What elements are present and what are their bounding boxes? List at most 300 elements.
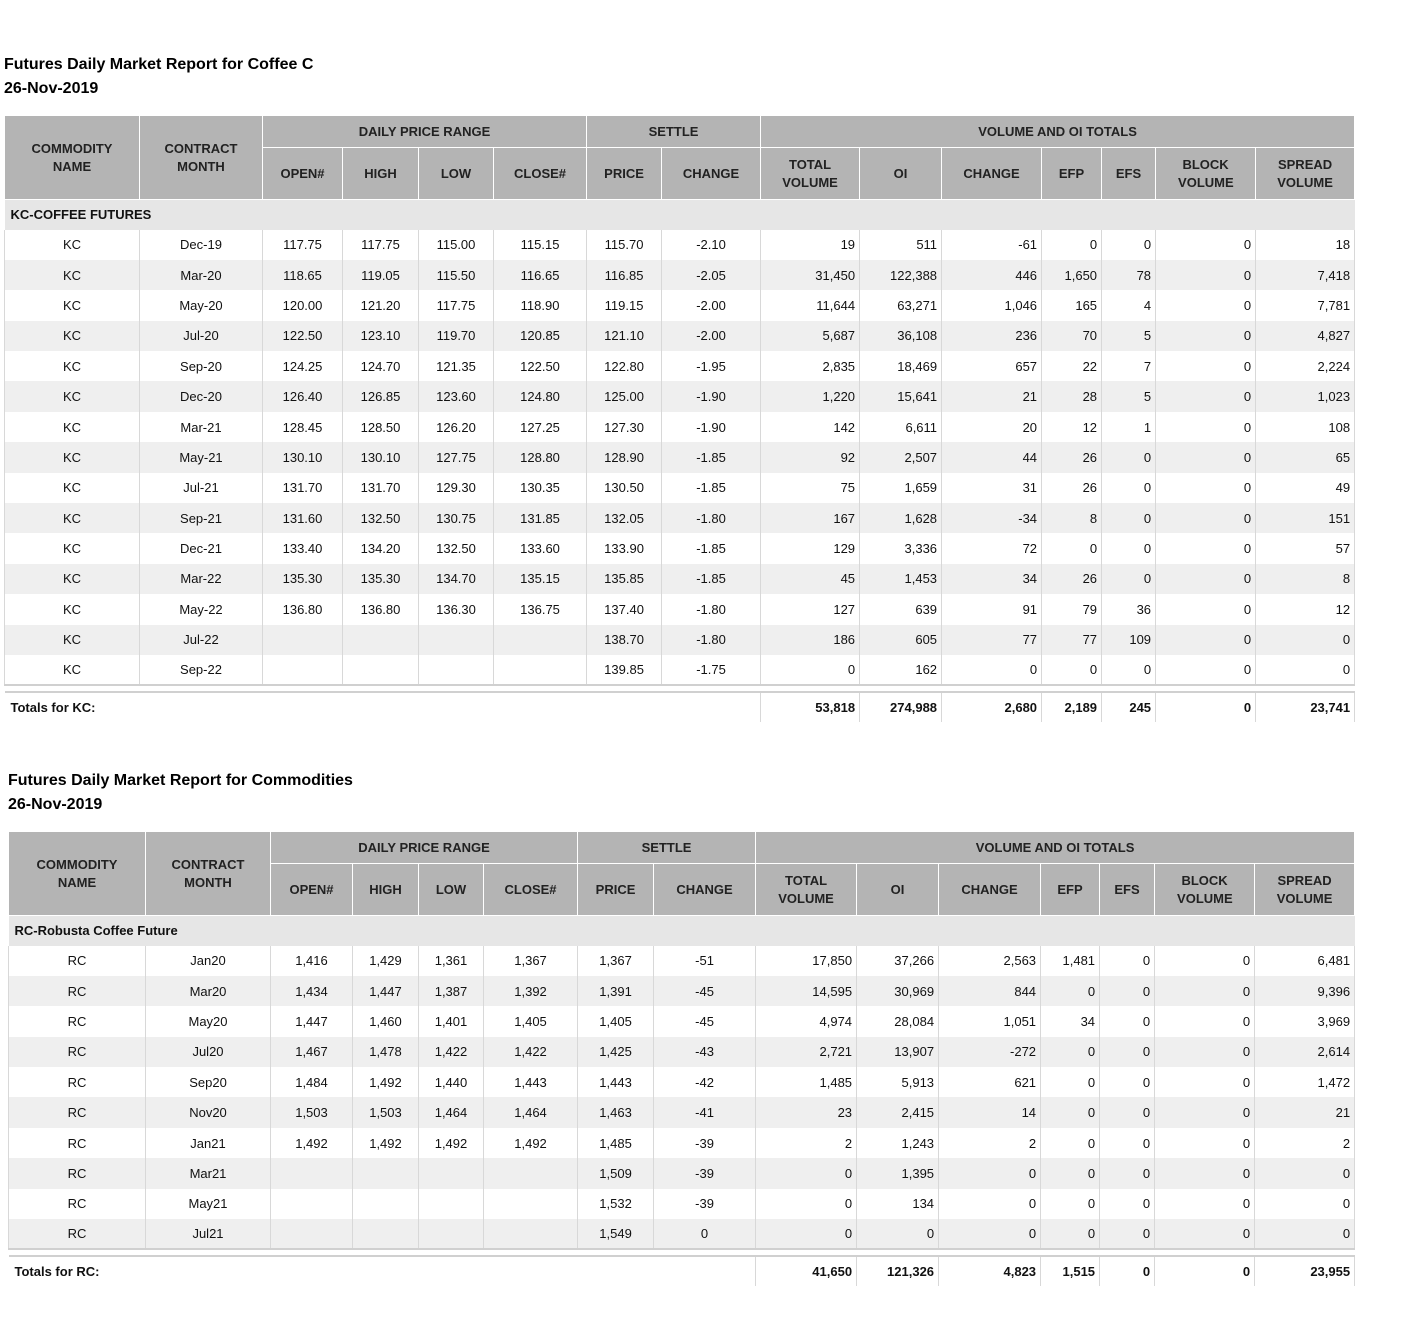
cell-oi: 162 — [860, 655, 942, 685]
cell-close — [494, 655, 587, 685]
totals-cell-oi-change: 2,680 — [942, 692, 1042, 722]
report-title: Futures Daily Market Report for Commodities — [8, 772, 353, 789]
cell-open: 128.45 — [263, 412, 343, 442]
cell-oi-change: 31 — [942, 473, 1042, 503]
cell-efp: 0 — [1041, 1097, 1100, 1127]
cell-settle-price: 1,549 — [578, 1219, 654, 1249]
cell-total-volume: 0 — [761, 655, 860, 685]
cell-total-volume: 0 — [756, 1158, 857, 1188]
table-row — [9, 946, 1355, 976]
cell-close: 136.75 — [494, 594, 587, 624]
cell-close — [484, 1158, 578, 1188]
cell-open: 1,447 — [271, 1006, 353, 1036]
cell-block-volume: 0 — [1155, 976, 1255, 1006]
cell-contract-month: Mar-21 — [140, 412, 263, 442]
cell-low: 115.00 — [419, 230, 494, 260]
table-row — [5, 412, 1355, 442]
cell-block-volume: 0 — [1155, 1189, 1255, 1219]
cell-total-volume: 2,721 — [756, 1037, 857, 1067]
report-date: 26-Nov-2019 — [8, 796, 103, 813]
cell-low — [419, 1189, 484, 1219]
cell-block-volume: 0 — [1155, 1006, 1255, 1036]
cell-close: 1,367 — [484, 946, 578, 976]
cell-open — [271, 1158, 353, 1188]
table-row — [5, 533, 1355, 563]
cell-oi-change: 0 — [939, 1158, 1041, 1188]
cell-contract-month: Sep-22 — [140, 655, 263, 685]
table-row — [5, 625, 1355, 655]
col-settle-change: CHANGE — [654, 864, 756, 916]
cell-oi: 1,628 — [860, 503, 942, 533]
cell-oi-change: 657 — [942, 351, 1042, 381]
totals-cell-block-volume: 0 — [1156, 692, 1256, 722]
col-block-volume: BLOCK VOLUME — [1156, 148, 1256, 200]
cell-settle-price: 132.05 — [587, 503, 662, 533]
cell-contract-month: Sep20 — [146, 1067, 271, 1097]
table-row — [9, 1037, 1355, 1067]
cell-settle-change: -41 — [654, 1097, 756, 1127]
cell-settle-price: 121.10 — [587, 321, 662, 351]
cell-settle-change: -1.80 — [662, 594, 761, 624]
cell-open: 118.65 — [263, 260, 343, 290]
cell-spread-volume: 4,827 — [1256, 321, 1355, 351]
cell-high — [343, 625, 419, 655]
cell-block-volume: 0 — [1155, 1219, 1255, 1249]
cell-settle-change: -43 — [654, 1037, 756, 1067]
totals-label: Totals for RC: — [9, 1256, 756, 1286]
cell-total-volume: 5,687 — [761, 321, 860, 351]
cell-settle-change: -1.85 — [662, 473, 761, 503]
cell-settle-change: -1.85 — [662, 533, 761, 563]
cell-settle-price: 130.50 — [587, 473, 662, 503]
totals-cell-efs: 0 — [1100, 1256, 1155, 1286]
cell-high — [353, 1158, 419, 1188]
cell-oi-change: 20 — [942, 412, 1042, 442]
cell-oi-change: 0 — [939, 1189, 1041, 1219]
cell-contract-month: May20 — [146, 1006, 271, 1036]
totals-cell-oi: 121,326 — [857, 1256, 939, 1286]
cell-efs: 4 — [1102, 290, 1156, 320]
cell-block-volume: 0 — [1156, 564, 1256, 594]
cell-high — [343, 655, 419, 685]
cell-commodity: KC — [5, 321, 140, 351]
cell-efp: 1,481 — [1041, 946, 1100, 976]
cell-open: 131.60 — [263, 503, 343, 533]
cell-total-volume: 2,835 — [761, 351, 860, 381]
cell-close: 128.80 — [494, 442, 587, 472]
cell-oi: 2,415 — [857, 1097, 939, 1127]
cell-settle-change: -1.75 — [662, 655, 761, 685]
cell-oi-change: 844 — [939, 976, 1041, 1006]
cell-close: 1,443 — [484, 1067, 578, 1097]
totals-row — [5, 692, 1355, 722]
cell-efp: 0 — [1041, 1128, 1100, 1158]
cell-oi-change: 72 — [942, 533, 1042, 563]
col-efp: EFP — [1041, 864, 1100, 916]
table-row — [5, 260, 1355, 290]
cell-efs: 0 — [1102, 473, 1156, 503]
cell-settle-change: -39 — [654, 1158, 756, 1188]
totals-row — [9, 1256, 1355, 1286]
col-oi-change: CHANGE — [942, 148, 1042, 200]
cell-settle-change: -2.00 — [662, 290, 761, 320]
cell-low: 1,492 — [419, 1128, 484, 1158]
cell-spread-volume: 3,969 — [1255, 1006, 1355, 1036]
cell-close: 118.90 — [494, 290, 587, 320]
totals-cell-total-volume: 53,818 — [761, 692, 860, 722]
cell-total-volume: 17,850 — [756, 946, 857, 976]
cell-oi: 1,395 — [857, 1158, 939, 1188]
cell-commodity: KC — [5, 473, 140, 503]
col-contract-month: CONTRACT MONTH — [146, 832, 271, 916]
col-low: LOW — [419, 148, 494, 200]
cell-high: 132.50 — [343, 503, 419, 533]
cell-total-volume: 11,644 — [761, 290, 860, 320]
cell-open: 126.40 — [263, 381, 343, 411]
cell-open: 133.40 — [263, 533, 343, 563]
cell-efp: 8 — [1042, 503, 1102, 533]
cell-close: 116.65 — [494, 260, 587, 290]
cell-high: 1,503 — [353, 1097, 419, 1127]
group-daily-price-range: DAILY PRICE RANGE — [263, 116, 587, 148]
cell-oi-change: 446 — [942, 260, 1042, 290]
cell-efs: 0 — [1100, 1158, 1155, 1188]
table-row — [5, 442, 1355, 472]
col-close: CLOSE# — [484, 864, 578, 916]
cell-efp: 165 — [1042, 290, 1102, 320]
cell-high: 121.20 — [343, 290, 419, 320]
cell-settle-price: 1,463 — [578, 1097, 654, 1127]
cell-total-volume: 129 — [761, 533, 860, 563]
cell-efs: 0 — [1102, 503, 1156, 533]
cell-oi: 30,969 — [857, 976, 939, 1006]
cell-commodity: RC — [9, 1158, 146, 1188]
cell-oi: 28,084 — [857, 1006, 939, 1036]
table-row — [5, 594, 1355, 624]
cell-efs: 0 — [1102, 655, 1156, 685]
cell-low: 136.30 — [419, 594, 494, 624]
totals-cell-spread-volume: 23,955 — [1255, 1256, 1355, 1286]
cell-efp: 70 — [1042, 321, 1102, 351]
cell-close — [484, 1189, 578, 1219]
cell-total-volume: 1,220 — [761, 381, 860, 411]
cell-efs: 0 — [1100, 1006, 1155, 1036]
table-row — [5, 230, 1355, 260]
cell-commodity: KC — [5, 564, 140, 594]
cell-high: 130.10 — [343, 442, 419, 472]
cell-high: 1,478 — [353, 1037, 419, 1067]
cell-oi: 18,469 — [860, 351, 942, 381]
cell-settle-price: 1,367 — [578, 946, 654, 976]
cell-low: 1,422 — [419, 1037, 484, 1067]
table-row — [9, 1158, 1355, 1188]
cell-contract-month: Mar-20 — [140, 260, 263, 290]
cell-close: 1,492 — [484, 1128, 578, 1158]
cell-efs: 1 — [1102, 412, 1156, 442]
cell-low — [419, 655, 494, 685]
cell-contract-month: Jul-20 — [140, 321, 263, 351]
cell-oi-change: 1,051 — [939, 1006, 1041, 1036]
table-row — [5, 351, 1355, 381]
cell-block-volume: 0 — [1155, 1128, 1255, 1158]
cell-low: 126.20 — [419, 412, 494, 442]
cell-spread-volume: 1,023 — [1256, 381, 1355, 411]
cell-block-volume: 0 — [1155, 946, 1255, 976]
cell-open: 117.75 — [263, 230, 343, 260]
cell-low: 119.70 — [419, 321, 494, 351]
table-body — [5, 200, 1355, 723]
cell-spread-volume: 1,472 — [1255, 1067, 1355, 1097]
totals-label: Totals for KC: — [5, 692, 761, 722]
cell-settle-price: 122.80 — [587, 351, 662, 381]
cell-low: 117.75 — [419, 290, 494, 320]
separator-line — [9, 1249, 1355, 1256]
cell-efs: 5 — [1102, 321, 1156, 351]
cell-spread-volume: 18 — [1256, 230, 1355, 260]
cell-oi-change: 77 — [942, 625, 1042, 655]
cell-efp: 0 — [1041, 1037, 1100, 1067]
report-coffee-c — [4, 53, 1355, 722]
cell-total-volume: 0 — [756, 1219, 857, 1249]
cell-efs: 0 — [1102, 564, 1156, 594]
cell-settle-change: -2.05 — [662, 260, 761, 290]
cell-total-volume: 14,595 — [756, 976, 857, 1006]
table-row — [5, 381, 1355, 411]
cell-spread-volume: 57 — [1256, 533, 1355, 563]
cell-open: 1,492 — [271, 1128, 353, 1158]
group-label: KC-COFFEE FUTURES — [5, 200, 1355, 230]
cell-spread-volume: 2,614 — [1255, 1037, 1355, 1067]
col-low: LOW — [419, 864, 484, 916]
cell-low: 132.50 — [419, 533, 494, 563]
cell-close: 115.15 — [494, 230, 587, 260]
cell-oi: 0 — [857, 1219, 939, 1249]
cell-block-volume: 0 — [1156, 412, 1256, 442]
cell-spread-volume: 2 — [1255, 1128, 1355, 1158]
cell-settle-change: -2.00 — [662, 321, 761, 351]
cell-efp: 0 — [1041, 1067, 1100, 1097]
cell-settle-price: 116.85 — [587, 260, 662, 290]
cell-settle-change: -1.95 — [662, 351, 761, 381]
cell-oi-change: 34 — [942, 564, 1042, 594]
cell-low — [419, 1158, 484, 1188]
totals-cell-block-volume: 0 — [1155, 1256, 1255, 1286]
cell-spread-volume: 6,481 — [1255, 946, 1355, 976]
cell-contract-month: Jul21 — [146, 1219, 271, 1249]
cell-open: 1,434 — [271, 976, 353, 1006]
col-contract-month: CONTRACT MONTH — [140, 116, 263, 200]
cell-block-volume: 0 — [1156, 321, 1256, 351]
cell-settle-change: -1.85 — [662, 442, 761, 472]
cell-contract-month: Nov20 — [146, 1097, 271, 1127]
cell-close: 135.15 — [494, 564, 587, 594]
totals-separator — [9, 1249, 1355, 1256]
col-efp: EFP — [1042, 148, 1102, 200]
cell-oi-change: 2,563 — [939, 946, 1041, 976]
cell-block-volume: 0 — [1156, 230, 1256, 260]
cell-commodity: RC — [9, 946, 146, 976]
table-row — [5, 473, 1355, 503]
cell-efp: 26 — [1042, 564, 1102, 594]
table-row — [5, 564, 1355, 594]
market-table — [8, 831, 1355, 1286]
col-high: HIGH — [353, 864, 419, 916]
cell-efs: 0 — [1100, 1219, 1155, 1249]
col-total-volume: TOTAL VOLUME — [761, 148, 860, 200]
cell-oi-change: 0 — [942, 655, 1042, 685]
market-table — [4, 115, 1355, 722]
table-row — [9, 1128, 1355, 1158]
cell-open: 1,467 — [271, 1037, 353, 1067]
cell-low: 1,361 — [419, 946, 484, 976]
group-settle: SETTLE — [578, 832, 756, 864]
cell-efs: 0 — [1100, 1097, 1155, 1127]
cell-efp: 79 — [1042, 594, 1102, 624]
cell-high: 128.50 — [343, 412, 419, 442]
cell-low: 1,464 — [419, 1097, 484, 1127]
cell-commodity: RC — [9, 1128, 146, 1158]
group-volume-oi-totals: VOLUME AND OI TOTALS — [761, 116, 1355, 148]
cell-close — [484, 1219, 578, 1249]
cell-oi: 134 — [857, 1189, 939, 1219]
cell-oi: 5,913 — [857, 1067, 939, 1097]
cell-high: 119.05 — [343, 260, 419, 290]
cell-spread-volume: 0 — [1255, 1158, 1355, 1188]
cell-close: 120.85 — [494, 321, 587, 351]
cell-efs: 0 — [1102, 442, 1156, 472]
col-high: HIGH — [343, 148, 419, 200]
cell-commodity: RC — [9, 1219, 146, 1249]
cell-settle-price: 125.00 — [587, 381, 662, 411]
cell-contract-month: Dec-20 — [140, 381, 263, 411]
cell-efp: 0 — [1042, 655, 1102, 685]
cell-commodity: RC — [9, 1097, 146, 1127]
cell-oi: 1,453 — [860, 564, 942, 594]
cell-oi-change: 1,046 — [942, 290, 1042, 320]
cell-settle-change: -45 — [654, 976, 756, 1006]
cell-block-volume: 0 — [1156, 533, 1256, 563]
cell-low: 130.75 — [419, 503, 494, 533]
cell-spread-volume: 108 — [1256, 412, 1355, 442]
cell-open: 1,503 — [271, 1097, 353, 1127]
cell-contract-month: Sep-21 — [140, 503, 263, 533]
cell-efs: 109 — [1102, 625, 1156, 655]
cell-efp: 0 — [1041, 1219, 1100, 1249]
cell-high: 134.20 — [343, 533, 419, 563]
separator-line — [5, 685, 1355, 692]
cell-spread-volume: 7,781 — [1256, 290, 1355, 320]
cell-block-volume: 0 — [1156, 260, 1256, 290]
cell-oi: 1,243 — [857, 1128, 939, 1158]
group-row — [5, 200, 1355, 230]
cell-low: 123.60 — [419, 381, 494, 411]
cell-block-volume: 0 — [1156, 625, 1256, 655]
cell-total-volume: 23 — [756, 1097, 857, 1127]
cell-efp: 0 — [1042, 533, 1102, 563]
cell-total-volume: 127 — [761, 594, 860, 624]
cell-commodity: RC — [9, 1037, 146, 1067]
cell-total-volume: 31,450 — [761, 260, 860, 290]
group-label: RC-Robusta Coffee Future — [9, 916, 1355, 946]
cell-settle-price: 119.15 — [587, 290, 662, 320]
cell-commodity: RC — [9, 1189, 146, 1219]
col-settle-price: PRICE — [587, 148, 662, 200]
cell-open: 124.25 — [263, 351, 343, 381]
cell-spread-volume: 8 — [1256, 564, 1355, 594]
cell-close: 122.50 — [494, 351, 587, 381]
cell-close — [494, 625, 587, 655]
cell-settle-price: 127.30 — [587, 412, 662, 442]
cell-settle-price: 135.85 — [587, 564, 662, 594]
cell-contract-month: Jul-21 — [140, 473, 263, 503]
cell-total-volume: 186 — [761, 625, 860, 655]
cell-oi: 1,659 — [860, 473, 942, 503]
cell-low: 127.75 — [419, 442, 494, 472]
table-row — [9, 1097, 1355, 1127]
cell-high: 135.30 — [343, 564, 419, 594]
cell-open: 135.30 — [263, 564, 343, 594]
cell-commodity: RC — [9, 976, 146, 1006]
cell-high: 131.70 — [343, 473, 419, 503]
cell-open: 1,484 — [271, 1067, 353, 1097]
cell-contract-month: Jan21 — [146, 1128, 271, 1158]
cell-block-volume: 0 — [1155, 1067, 1255, 1097]
cell-block-volume: 0 — [1156, 442, 1256, 472]
cell-high: 1,460 — [353, 1006, 419, 1036]
cell-commodity: KC — [5, 290, 140, 320]
col-efs: EFS — [1102, 148, 1156, 200]
table-row — [9, 1067, 1355, 1097]
cell-efs: 36 — [1102, 594, 1156, 624]
cell-contract-month: May-20 — [140, 290, 263, 320]
cell-low: 129.30 — [419, 473, 494, 503]
cell-contract-month: Jul-22 — [140, 625, 263, 655]
cell-oi-change: 21 — [942, 381, 1042, 411]
cell-total-volume: 4,974 — [756, 1006, 857, 1036]
col-commodity-name: COMMODITY NAME — [9, 832, 146, 916]
cell-open: 1,416 — [271, 946, 353, 976]
cell-settle-price: 139.85 — [587, 655, 662, 685]
cell-contract-month: Jan20 — [146, 946, 271, 976]
cell-oi-change: -34 — [942, 503, 1042, 533]
cell-oi-change: 0 — [939, 1219, 1041, 1249]
cell-open — [263, 655, 343, 685]
cell-low: 1,401 — [419, 1006, 484, 1036]
cell-settle-price: 137.40 — [587, 594, 662, 624]
cell-settle-change: -1.90 — [662, 381, 761, 411]
cell-block-volume: 0 — [1156, 594, 1256, 624]
totals-cell-total-volume: 41,650 — [756, 1256, 857, 1286]
cell-open: 130.10 — [263, 442, 343, 472]
cell-oi-change: -272 — [939, 1037, 1041, 1067]
cell-oi: 36,108 — [860, 321, 942, 351]
cell-oi: 63,271 — [860, 290, 942, 320]
cell-contract-month: May-22 — [140, 594, 263, 624]
cell-settle-price: 133.90 — [587, 533, 662, 563]
cell-oi: 13,907 — [857, 1037, 939, 1067]
cell-commodity: KC — [5, 655, 140, 685]
cell-close: 1,422 — [484, 1037, 578, 1067]
cell-commodity: KC — [5, 351, 140, 381]
col-close: CLOSE# — [494, 148, 587, 200]
cell-oi: 3,336 — [860, 533, 942, 563]
cell-efs: 0 — [1100, 1189, 1155, 1219]
cell-high: 136.80 — [343, 594, 419, 624]
cell-oi-change: 621 — [939, 1067, 1041, 1097]
col-oi-change: CHANGE — [939, 864, 1041, 916]
cell-efp: 28 — [1042, 381, 1102, 411]
cell-total-volume: 142 — [761, 412, 860, 442]
